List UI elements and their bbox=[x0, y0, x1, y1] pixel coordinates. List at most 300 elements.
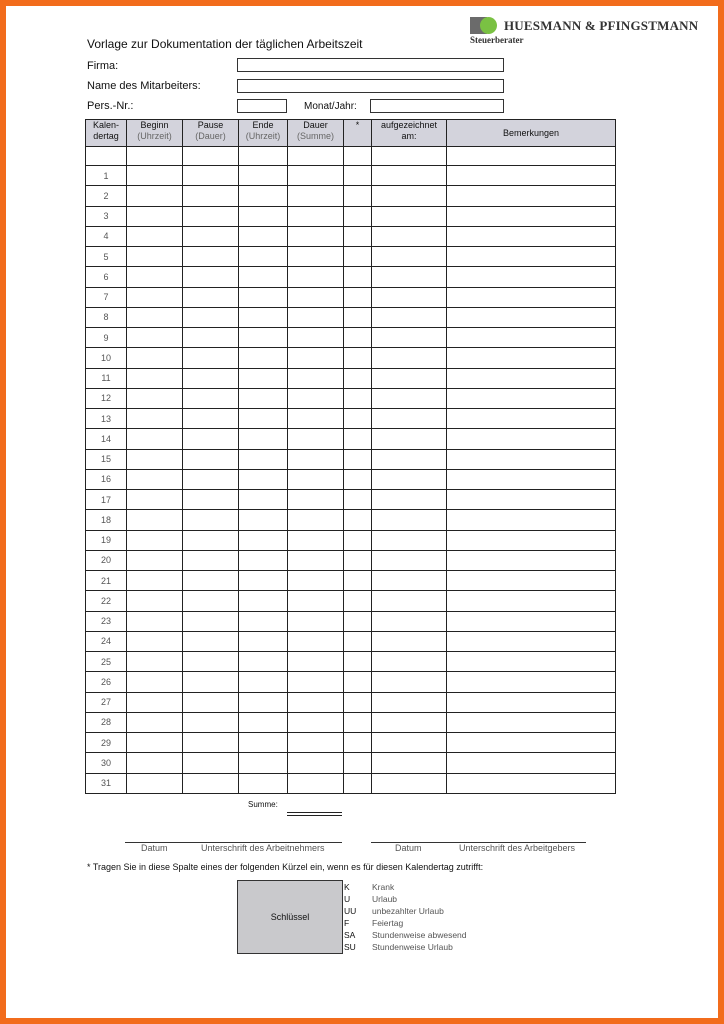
table-cell[interactable] bbox=[372, 206, 447, 226]
table-cell[interactable] bbox=[127, 733, 183, 753]
table-cell[interactable] bbox=[239, 429, 288, 449]
table-row bbox=[86, 429, 616, 449]
table-cell[interactable] bbox=[288, 571, 344, 591]
table-cell[interactable] bbox=[127, 429, 183, 449]
table-cell[interactable] bbox=[127, 773, 183, 793]
table-cell[interactable] bbox=[183, 388, 239, 408]
mitarbeiter-field[interactable] bbox=[237, 79, 504, 93]
table-cell[interactable] bbox=[183, 611, 239, 631]
table-cell[interactable] bbox=[372, 753, 447, 773]
table-cell[interactable] bbox=[127, 591, 183, 611]
day-number: 4 bbox=[86, 226, 127, 246]
table-cell[interactable] bbox=[372, 147, 447, 166]
table-cell[interactable] bbox=[447, 287, 616, 307]
table-cell[interactable] bbox=[372, 328, 447, 348]
table-cell[interactable] bbox=[288, 449, 344, 469]
table-cell[interactable] bbox=[447, 510, 616, 530]
table-cell[interactable] bbox=[447, 186, 616, 206]
table-cell[interactable] bbox=[239, 388, 288, 408]
table-cell[interactable] bbox=[288, 712, 344, 732]
table-cell[interactable] bbox=[239, 591, 288, 611]
table-cell[interactable] bbox=[183, 692, 239, 712]
table-cell[interactable] bbox=[239, 733, 288, 753]
table-cell[interactable] bbox=[372, 591, 447, 611]
table-row bbox=[86, 267, 616, 287]
table-cell[interactable] bbox=[183, 753, 239, 773]
table-cell[interactable] bbox=[183, 186, 239, 206]
table-cell[interactable] bbox=[447, 147, 616, 166]
table-cell[interactable] bbox=[127, 267, 183, 287]
header-subtitle: dertag bbox=[93, 131, 119, 141]
table-cell[interactable] bbox=[344, 631, 372, 651]
table-cell[interactable] bbox=[372, 530, 447, 550]
day-number: 10 bbox=[86, 348, 127, 368]
table-cell[interactable] bbox=[344, 307, 372, 327]
table-cell[interactable] bbox=[344, 490, 372, 510]
key-entry bbox=[344, 929, 467, 941]
day-number: 2 bbox=[86, 186, 127, 206]
table-cell[interactable] bbox=[372, 368, 447, 388]
table-cell[interactable] bbox=[288, 166, 344, 186]
table-cell[interactable] bbox=[372, 267, 447, 287]
table-cell[interactable] bbox=[288, 307, 344, 327]
table-row bbox=[86, 753, 616, 773]
day-number: 14 bbox=[86, 429, 127, 449]
table-cell[interactable] bbox=[344, 409, 372, 429]
table-cell[interactable] bbox=[183, 490, 239, 510]
table-cell[interactable] bbox=[127, 226, 183, 246]
firma-field[interactable] bbox=[237, 58, 504, 72]
header-col-3 bbox=[239, 120, 288, 147]
table-cell[interactable] bbox=[239, 206, 288, 226]
header-subtitle: (Uhrzeit) bbox=[137, 131, 172, 141]
day-number: 3 bbox=[86, 206, 127, 226]
employee-date-label: Datum bbox=[141, 843, 168, 853]
key-code: F bbox=[344, 918, 350, 928]
table-cell[interactable] bbox=[239, 611, 288, 631]
table-cell[interactable] bbox=[372, 388, 447, 408]
table-cell[interactable] bbox=[344, 287, 372, 307]
key-description: Krank bbox=[372, 882, 395, 892]
table-cell[interactable] bbox=[239, 773, 288, 793]
table-cell[interactable] bbox=[127, 166, 183, 186]
table-cell[interactable] bbox=[447, 672, 616, 692]
table-cell[interactable] bbox=[288, 226, 344, 246]
header-title: * bbox=[355, 120, 360, 130]
table-cell[interactable] bbox=[183, 672, 239, 692]
table-cell[interactable] bbox=[288, 469, 344, 489]
table-cell[interactable] bbox=[372, 510, 447, 530]
table-cell[interactable] bbox=[127, 631, 183, 651]
monat-field[interactable] bbox=[370, 99, 504, 113]
day-number: 1 bbox=[86, 166, 127, 186]
table-cell[interactable] bbox=[239, 267, 288, 287]
day-number: 29 bbox=[86, 733, 127, 753]
key-code: SU bbox=[344, 942, 356, 952]
table-cell[interactable] bbox=[288, 287, 344, 307]
table-cell[interactable] bbox=[288, 388, 344, 408]
key-box bbox=[237, 880, 343, 954]
table-cell[interactable] bbox=[239, 631, 288, 651]
table-row bbox=[86, 672, 616, 692]
table-row bbox=[86, 247, 616, 267]
table-cell[interactable] bbox=[447, 328, 616, 348]
table-cell[interactable] bbox=[127, 692, 183, 712]
day-number: 31 bbox=[86, 773, 127, 793]
table-cell[interactable] bbox=[183, 147, 239, 166]
table-cell[interactable] bbox=[447, 247, 616, 267]
table-cell[interactable] bbox=[344, 267, 372, 287]
table-cell[interactable] bbox=[127, 712, 183, 732]
table-cell[interactable] bbox=[127, 449, 183, 469]
table-cell[interactable] bbox=[183, 510, 239, 530]
table-cell[interactable] bbox=[447, 166, 616, 186]
key-code: U bbox=[344, 894, 351, 904]
table-cell[interactable] bbox=[239, 307, 288, 327]
table-cell[interactable] bbox=[127, 368, 183, 388]
table-cell[interactable] bbox=[372, 712, 447, 732]
table-cell[interactable] bbox=[344, 530, 372, 550]
table-cell[interactable] bbox=[288, 773, 344, 793]
logo-circle-icon bbox=[480, 17, 497, 34]
table-cell[interactable] bbox=[183, 166, 239, 186]
table-cell[interactable] bbox=[183, 307, 239, 327]
employee-signature-label: Unterschrift des Arbeitnehmers bbox=[201, 843, 325, 853]
table-cell[interactable] bbox=[344, 733, 372, 753]
table-cell[interactable] bbox=[447, 753, 616, 773]
table-cell[interactable] bbox=[288, 368, 344, 388]
header-col-2 bbox=[183, 120, 239, 147]
table-cell[interactable] bbox=[372, 348, 447, 368]
table-cell[interactable] bbox=[288, 652, 344, 672]
table-cell[interactable] bbox=[372, 429, 447, 449]
table-cell[interactable] bbox=[183, 550, 239, 570]
table-cell[interactable] bbox=[239, 166, 288, 186]
table-cell[interactable] bbox=[344, 348, 372, 368]
table-cell[interactable] bbox=[127, 328, 183, 348]
table-cell[interactable] bbox=[344, 712, 372, 732]
table-cell[interactable] bbox=[183, 226, 239, 246]
table-cell[interactable] bbox=[447, 267, 616, 287]
table-cell[interactable] bbox=[372, 307, 447, 327]
table-cell[interactable] bbox=[447, 773, 616, 793]
table-cell[interactable] bbox=[239, 449, 288, 469]
day-number: 23 bbox=[86, 611, 127, 631]
table-cell[interactable] bbox=[372, 409, 447, 429]
table-cell[interactable] bbox=[127, 147, 183, 166]
table-cell[interactable] bbox=[288, 490, 344, 510]
table-row bbox=[86, 226, 616, 246]
table-cell[interactable] bbox=[183, 328, 239, 348]
table-cell[interactable] bbox=[288, 631, 344, 651]
table-cell[interactable] bbox=[288, 267, 344, 287]
table-cell[interactable] bbox=[447, 611, 616, 631]
table-cell[interactable] bbox=[344, 186, 372, 206]
table-cell[interactable] bbox=[372, 166, 447, 186]
table-cell[interactable] bbox=[127, 247, 183, 267]
summe-line bbox=[287, 812, 342, 813]
table-cell[interactable] bbox=[288, 530, 344, 550]
table-cell[interactable] bbox=[239, 368, 288, 388]
table-row bbox=[86, 368, 616, 388]
table-cell[interactable] bbox=[288, 692, 344, 712]
table-cell[interactable] bbox=[344, 591, 372, 611]
table-row bbox=[86, 449, 616, 469]
table-cell[interactable] bbox=[344, 449, 372, 469]
table-cell[interactable] bbox=[239, 571, 288, 591]
day-number: 17 bbox=[86, 490, 127, 510]
table-row bbox=[86, 186, 616, 206]
table-cell[interactable] bbox=[372, 469, 447, 489]
day-number: 30 bbox=[86, 753, 127, 773]
key-description: Urlaub bbox=[372, 894, 398, 904]
summe-label: Summe: bbox=[248, 800, 278, 809]
table-cell[interactable] bbox=[344, 773, 372, 793]
table-cell[interactable] bbox=[447, 712, 616, 732]
table-cell[interactable] bbox=[372, 611, 447, 631]
table-cell[interactable] bbox=[344, 652, 372, 672]
table-cell[interactable] bbox=[127, 388, 183, 408]
table-cell[interactable] bbox=[447, 550, 616, 570]
key-code: SA bbox=[344, 930, 356, 940]
table-cell[interactable] bbox=[372, 550, 447, 570]
table-cell[interactable] bbox=[447, 571, 616, 591]
table-cell[interactable] bbox=[183, 591, 239, 611]
table-cell[interactable] bbox=[288, 733, 344, 753]
table-cell[interactable] bbox=[239, 753, 288, 773]
table-cell[interactable] bbox=[183, 287, 239, 307]
table-cell[interactable] bbox=[447, 733, 616, 753]
table-cell[interactable] bbox=[239, 186, 288, 206]
table-cell[interactable] bbox=[288, 611, 344, 631]
table-cell[interactable] bbox=[344, 147, 372, 166]
table-cell[interactable] bbox=[239, 672, 288, 692]
table-cell[interactable] bbox=[344, 510, 372, 530]
table-cell[interactable] bbox=[183, 206, 239, 226]
table-cell[interactable] bbox=[372, 247, 447, 267]
table-row bbox=[86, 490, 616, 510]
table-cell[interactable] bbox=[288, 247, 344, 267]
table-cell[interactable] bbox=[288, 591, 344, 611]
table-cell[interactable] bbox=[372, 490, 447, 510]
table-cell[interactable] bbox=[239, 530, 288, 550]
table-cell[interactable] bbox=[127, 490, 183, 510]
table-cell[interactable] bbox=[127, 186, 183, 206]
table-cell[interactable] bbox=[344, 753, 372, 773]
table-cell[interactable] bbox=[127, 348, 183, 368]
header-subtitle: am: bbox=[401, 131, 417, 141]
day-number: 16 bbox=[86, 469, 127, 489]
table-cell[interactable] bbox=[183, 449, 239, 469]
table-cell[interactable] bbox=[183, 530, 239, 550]
table-row bbox=[86, 388, 616, 408]
table-cell[interactable] bbox=[344, 206, 372, 226]
table-cell[interactable] bbox=[288, 348, 344, 368]
table-cell[interactable] bbox=[183, 712, 239, 732]
table-cell[interactable] bbox=[447, 348, 616, 368]
table-row bbox=[86, 510, 616, 530]
table-cell[interactable] bbox=[447, 206, 616, 226]
table-cell[interactable] bbox=[447, 429, 616, 449]
table-cell[interactable] bbox=[183, 429, 239, 449]
table-cell[interactable] bbox=[183, 267, 239, 287]
table-cell[interactable] bbox=[288, 186, 344, 206]
table-cell[interactable] bbox=[344, 550, 372, 570]
day-number: 21 bbox=[86, 571, 127, 591]
table-cell[interactable] bbox=[372, 186, 447, 206]
table-cell[interactable] bbox=[288, 753, 344, 773]
table-cell[interactable] bbox=[344, 692, 372, 712]
table-cell[interactable] bbox=[288, 429, 344, 449]
table-cell[interactable] bbox=[288, 510, 344, 530]
table-cell[interactable] bbox=[447, 307, 616, 327]
table-cell[interactable] bbox=[127, 469, 183, 489]
key-entry bbox=[344, 881, 394, 893]
table-cell[interactable] bbox=[372, 287, 447, 307]
table-cell[interactable] bbox=[183, 652, 239, 672]
table-cell[interactable] bbox=[372, 631, 447, 651]
table-cell[interactable] bbox=[127, 530, 183, 550]
table-cell[interactable] bbox=[239, 226, 288, 246]
day-number: 22 bbox=[86, 591, 127, 611]
key-label: Schlüssel bbox=[270, 912, 310, 922]
table-cell[interactable] bbox=[86, 147, 127, 166]
table-cell[interactable] bbox=[344, 328, 372, 348]
table-cell[interactable] bbox=[183, 571, 239, 591]
table-cell[interactable] bbox=[183, 247, 239, 267]
table-row bbox=[86, 166, 616, 186]
table-cell[interactable] bbox=[344, 469, 372, 489]
table-cell[interactable] bbox=[127, 510, 183, 530]
table-cell[interactable] bbox=[344, 247, 372, 267]
table-cell[interactable] bbox=[447, 409, 616, 429]
table-cell[interactable] bbox=[239, 652, 288, 672]
table-cell[interactable] bbox=[288, 550, 344, 570]
table-cell[interactable] bbox=[372, 449, 447, 469]
employer-signature-label: Unterschrift des Arbeitgebers bbox=[459, 843, 576, 853]
table-cell[interactable] bbox=[239, 328, 288, 348]
header-col-5 bbox=[344, 120, 372, 147]
persnr-field[interactable] bbox=[237, 99, 287, 113]
table-cell[interactable] bbox=[239, 490, 288, 510]
table-cell[interactable] bbox=[344, 166, 372, 186]
table-cell[interactable] bbox=[447, 368, 616, 388]
table-row bbox=[86, 348, 616, 368]
table-cell[interactable] bbox=[183, 409, 239, 429]
day-number: 12 bbox=[86, 388, 127, 408]
table-cell[interactable] bbox=[288, 672, 344, 692]
header-subtitle: (Dauer) bbox=[195, 131, 226, 141]
table-cell[interactable] bbox=[127, 672, 183, 692]
table-cell[interactable] bbox=[288, 409, 344, 429]
table-cell[interactable] bbox=[127, 206, 183, 226]
table-cell[interactable] bbox=[183, 733, 239, 753]
table-cell[interactable] bbox=[127, 753, 183, 773]
table-cell[interactable] bbox=[288, 147, 344, 166]
table-cell[interactable] bbox=[344, 226, 372, 246]
table-cell[interactable] bbox=[288, 328, 344, 348]
table-cell[interactable] bbox=[344, 571, 372, 591]
table-cell[interactable] bbox=[239, 348, 288, 368]
mitarbeiter-label: Name des Mitarbeiters: bbox=[87, 80, 201, 92]
table-cell[interactable] bbox=[127, 550, 183, 570]
table-cell[interactable] bbox=[183, 469, 239, 489]
table-cell[interactable] bbox=[183, 348, 239, 368]
header-col-1 bbox=[127, 120, 183, 147]
table-cell[interactable] bbox=[447, 226, 616, 246]
table-cell[interactable] bbox=[447, 449, 616, 469]
table-cell[interactable] bbox=[127, 307, 183, 327]
table-cell[interactable] bbox=[372, 652, 447, 672]
table-cell[interactable] bbox=[183, 773, 239, 793]
table-cell[interactable] bbox=[288, 206, 344, 226]
table-cell[interactable] bbox=[127, 571, 183, 591]
persnr-label: Pers.-Nr.: bbox=[87, 100, 134, 112]
table-cell[interactable] bbox=[239, 409, 288, 429]
table-cell[interactable] bbox=[239, 287, 288, 307]
table-cell[interactable] bbox=[447, 652, 616, 672]
table-cell[interactable] bbox=[447, 591, 616, 611]
table-cell[interactable] bbox=[344, 672, 372, 692]
summe-line-double bbox=[287, 815, 342, 816]
table-row bbox=[86, 591, 616, 611]
table-cell[interactable] bbox=[127, 287, 183, 307]
header-col-4 bbox=[288, 120, 344, 147]
day-number: 19 bbox=[86, 530, 127, 550]
table-cell[interactable] bbox=[447, 530, 616, 550]
table-cell[interactable] bbox=[344, 429, 372, 449]
table-cell[interactable] bbox=[372, 773, 447, 793]
table-cell[interactable] bbox=[239, 550, 288, 570]
table-cell[interactable] bbox=[372, 226, 447, 246]
table-cell[interactable] bbox=[127, 409, 183, 429]
table-cell[interactable] bbox=[239, 692, 288, 712]
table-cell[interactable] bbox=[447, 631, 616, 651]
table-cell[interactable] bbox=[372, 571, 447, 591]
table-cell[interactable] bbox=[447, 692, 616, 712]
table-row bbox=[86, 328, 616, 348]
table-cell[interactable] bbox=[372, 692, 447, 712]
table-cell[interactable] bbox=[344, 368, 372, 388]
table-row bbox=[86, 550, 616, 570]
table-cell[interactable] bbox=[372, 733, 447, 753]
table-cell[interactable] bbox=[344, 388, 372, 408]
table-row bbox=[86, 571, 616, 591]
table-cell[interactable] bbox=[239, 712, 288, 732]
table-cell[interactable] bbox=[447, 388, 616, 408]
table-cell[interactable] bbox=[239, 147, 288, 166]
table-cell[interactable] bbox=[127, 652, 183, 672]
table-cell[interactable] bbox=[239, 510, 288, 530]
table-cell[interactable] bbox=[344, 611, 372, 631]
key-description: Feiertag bbox=[372, 918, 404, 928]
table-cell[interactable] bbox=[447, 490, 616, 510]
table-cell[interactable] bbox=[127, 611, 183, 631]
table-cell[interactable] bbox=[183, 631, 239, 651]
table-cell[interactable] bbox=[239, 247, 288, 267]
table-cell[interactable] bbox=[447, 469, 616, 489]
day-number: 8 bbox=[86, 307, 127, 327]
day-number: 27 bbox=[86, 692, 127, 712]
key-entry bbox=[344, 905, 444, 917]
key-entry bbox=[344, 893, 397, 905]
table-cell[interactable] bbox=[183, 368, 239, 388]
header-title: Ende bbox=[252, 120, 274, 130]
table-cell[interactable] bbox=[372, 672, 447, 692]
header-subtitle: (Summe) bbox=[296, 131, 334, 141]
header-title: Beginn bbox=[140, 120, 169, 130]
table-cell[interactable] bbox=[239, 469, 288, 489]
